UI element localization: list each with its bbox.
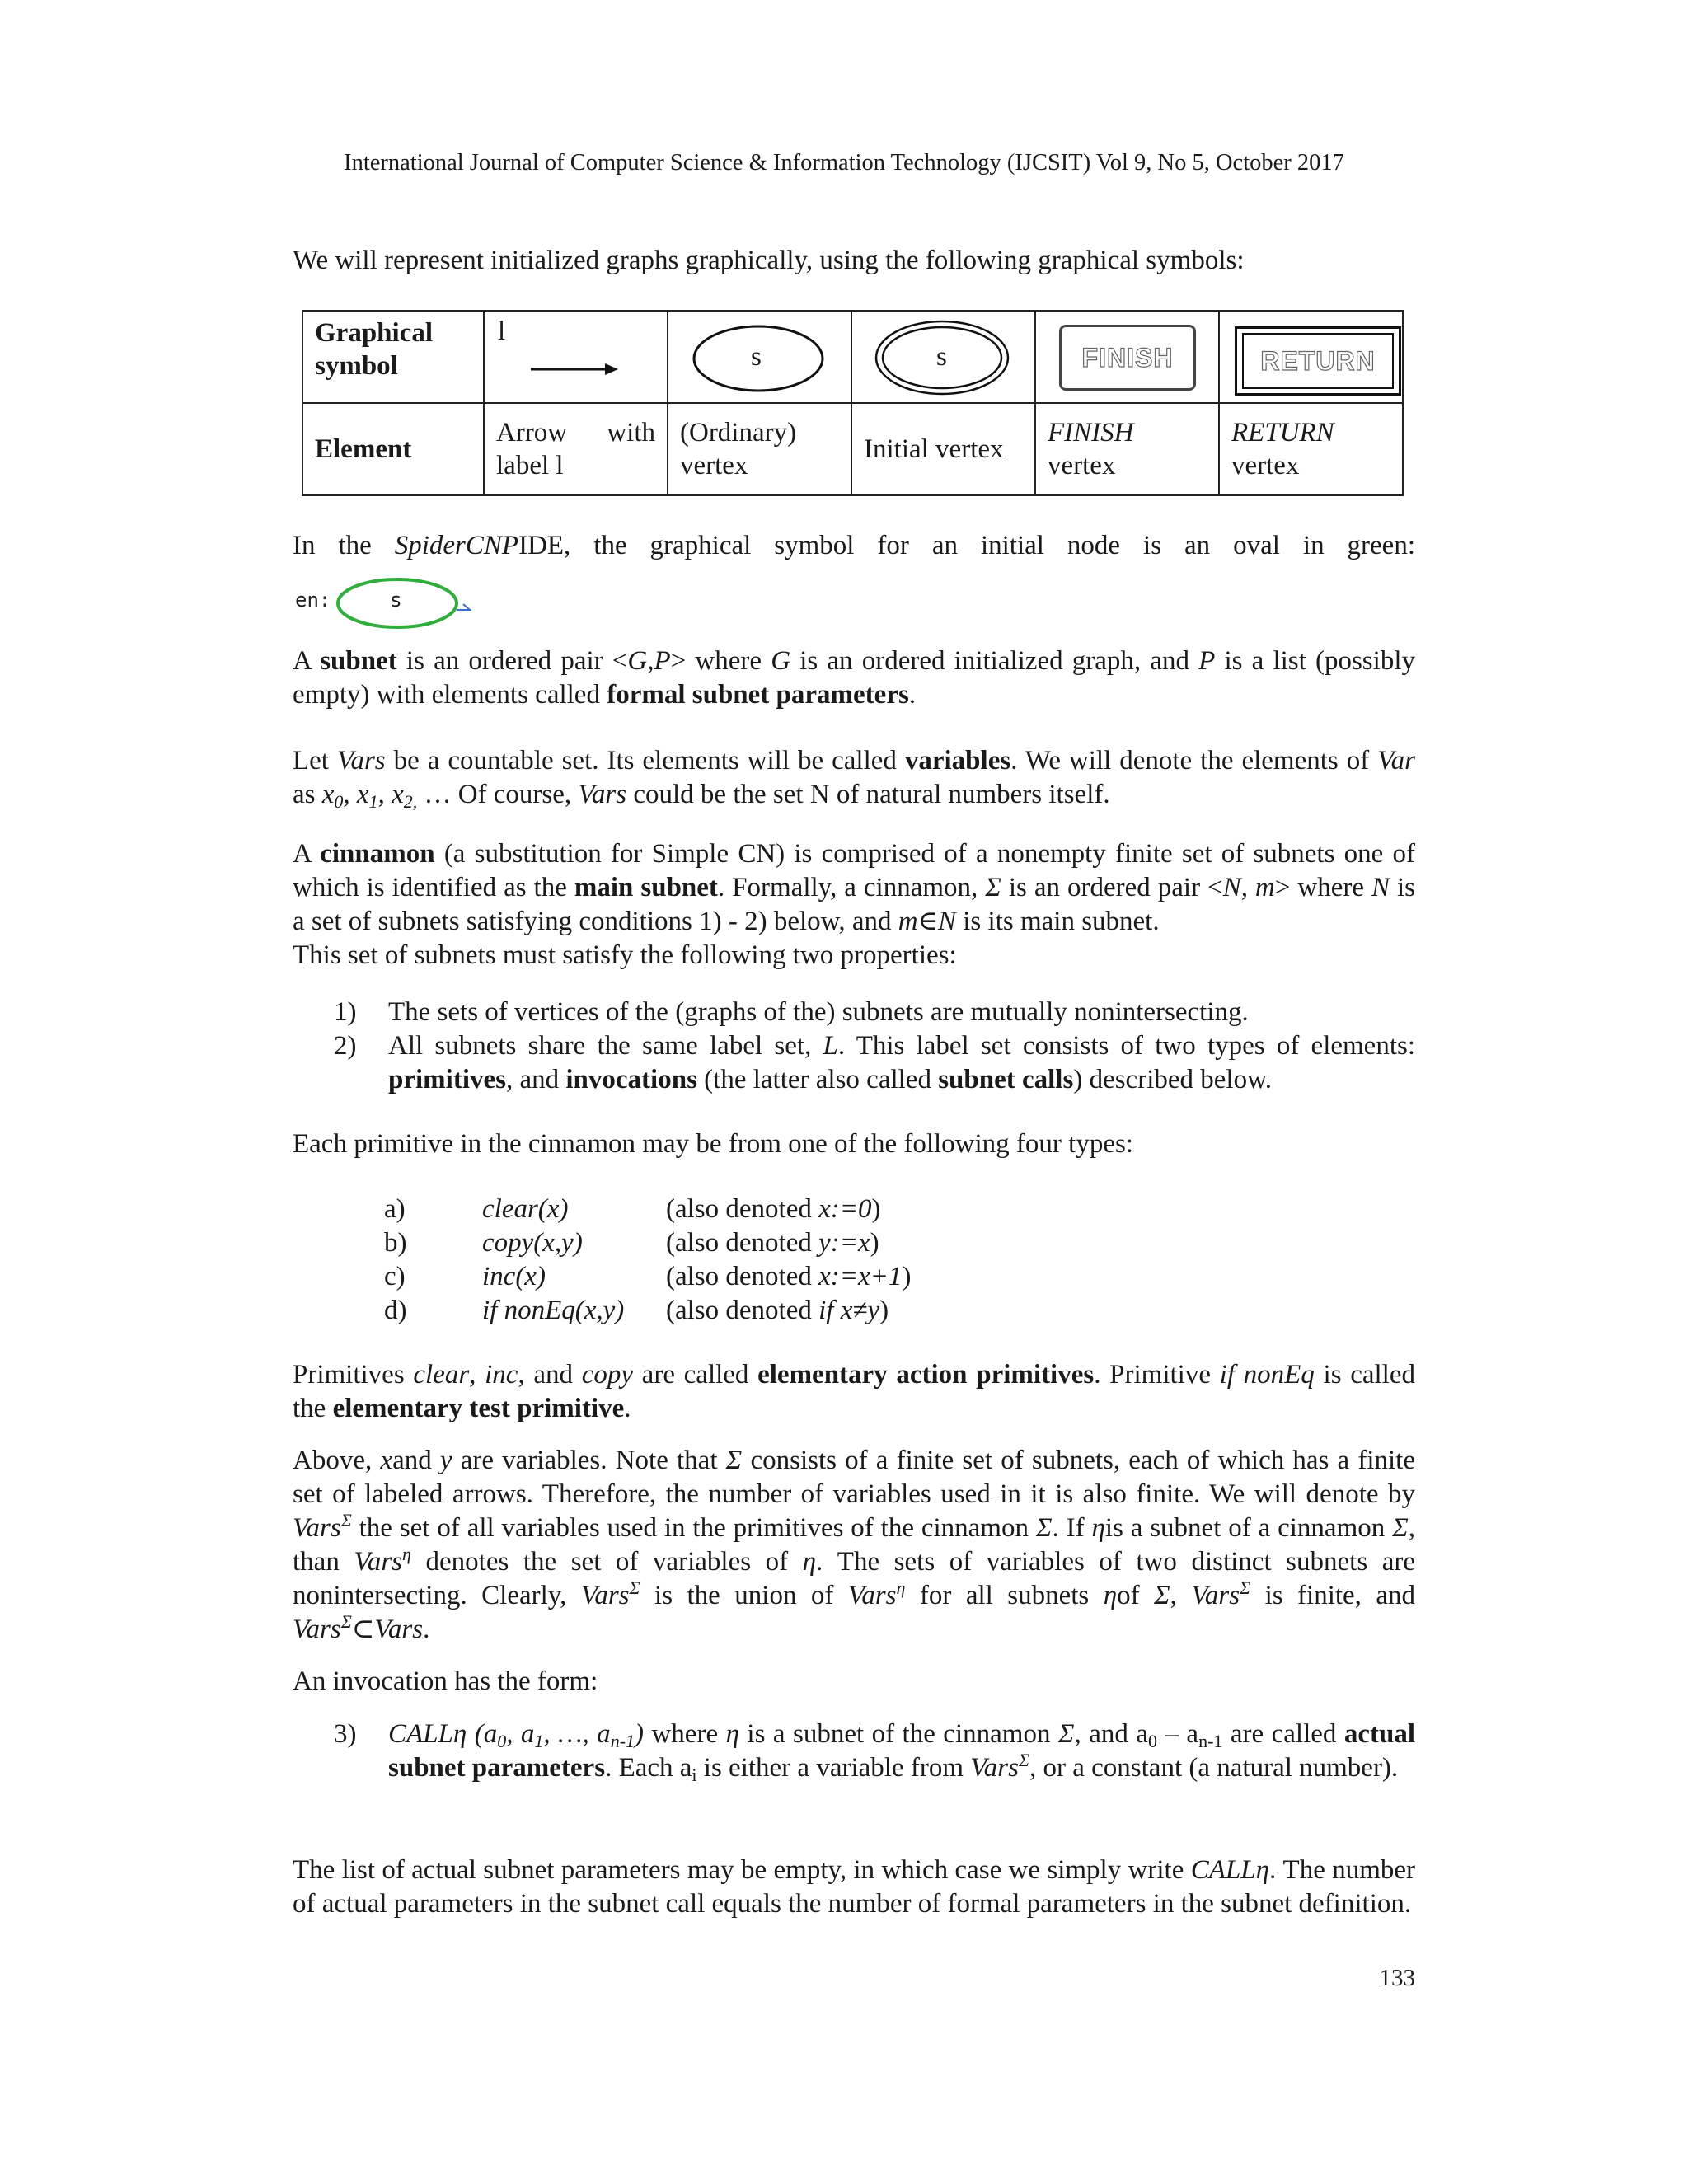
vars-paragraph: Let Vars be a countable set. Its elements will be called variables. We will denote the elements of Var as $x_0$, $x_1$, $x_{2,}$ … Of course, Vars could be the set N of natural numbers itself. <box>293 746 1416 812</box>
element-initial: Initial vertex <box>851 403 1035 495</box>
list-item: b) copy(x,y) (also denoted y:=x) <box>384 1228 879 1258</box>
element-vertex: (Ordinary) vertex <box>668 403 851 495</box>
green-node-letter: s <box>391 588 401 612</box>
subnet-paragraph: A subnet is an ordered pair <G,P> where G is an ordered initialized graph, and P is a list (possibly empty) with elements called formal subnet parameters. <box>293 646 1415 710</box>
arrow-symbol-cell <box>484 311 668 403</box>
arrow-label: l <box>498 316 506 346</box>
list-item: 1) The sets of vertices of the (graphs of the) subnets are mutually nonintersecting. <box>334 997 1249 1027</box>
invocation-intro: An invocation has the form: <box>293 1666 598 1696</box>
above-paragraph: Above, xand y are variables. Note that Σ consists of a finite set of subnets, each of which has a finite set of labeled arrows. Therefore, the number of variables used in it is also finite. We will denote by Vars$^\Sigma$ the set of all variables used in the primitives of the cinnamon Σ. If ηis a subnet of a cinnamon Σ, than Vars$^\eta$ denotes the set of variables of η. The sets of variables of two distinct subnets are nonintersecting. Clearly, Vars$^\Sigma$ is the union of Vars$^\eta$ for all subnets ηof Σ, Vars$^\Sigma$ is finite, and Vars$^\Sigma$⊂Vars. <box>293 1446 1416 1644</box>
row-label-graphical-symbol: Graphical symbol <box>302 311 484 403</box>
vertex-symbol-cell <box>668 311 851 403</box>
primitives-paragraph: Primitives clear, inc, and copy are called elementary action primitives. Primitive if nonEq is called the elementary test primitive. <box>293 1360 1415 1423</box>
primitive-types-intro: Each primitive in the cinnamon may be from one of the following four types: <box>293 1129 1133 1159</box>
green-node-prefix: en: <box>295 588 331 612</box>
list-item: d) if nonEq(x,y) (also denoted if x≠y) <box>384 1296 889 1325</box>
green-initial-node <box>295 577 476 630</box>
properties-list <box>334 996 1415 1097</box>
vertex-letter: s <box>751 342 762 372</box>
element-return: RETURN vertex <box>1219 403 1403 495</box>
page-number: 133 <box>1379 1965 1415 1991</box>
finish-symbol-cell <box>1035 311 1219 403</box>
invocation-list <box>334 1718 1415 1819</box>
return-symbol-cell <box>1219 311 1403 403</box>
intro-paragraph: We will represent initialized graphs graphically, using the following graphical symbols: <box>293 246 1245 275</box>
row-label-element: Element <box>302 403 484 495</box>
list-item: 3) CALLη ($a_0$, $a_1$, …, $a_{n-1}$) where η is a subnet of the cinnamon Σ, and $a_0 - a_{n-1}$ are called actual subnet parameters. Each $a_i$ is either a variable from Vars$^\Sigma$, or a constant (a natural number). <box>334 1719 1416 1785</box>
initial-symbol-cell <box>851 311 1035 403</box>
finish-box-icon: FINISH <box>1059 325 1196 391</box>
list-item: c) inc(x) (also denoted x:=x+1) <box>384 1262 912 1291</box>
arrow-icon <box>529 361 620 377</box>
list-item: a) clear(x) (also denoted x:=0) <box>384 1194 881 1224</box>
element-arrow: Arrow with label l <box>484 403 668 495</box>
return-box-outer <box>1235 326 1401 396</box>
cinnamon-paragraph: A cinnamon (a substitution for Simple CN) is comprised of a nonempty finite set of subnets one of which is identified as the main subnet. Formally, a cinnamon, Σ is an ordered pair <N, m> where N is a set of subnets satisfying conditions 1) - 2) below, and m∈N is its main subnet. <box>293 839 1416 936</box>
green-oval-icon <box>335 577 475 630</box>
journal-header: International Journal of Computer Science & Information Technology (IJCSIT) Vol 9, No 5, October 2017 <box>344 150 1344 176</box>
primitive-list <box>384 1193 1043 1328</box>
actual-params-paragraph: The list of actual subnet parameters may be empty, in which case we simply write CALLη. The number of actual parameters in the subnet call equals the number of formal parameters in the subnet definition. <box>293 1855 1416 1919</box>
return-box-icon: RETURN <box>1242 333 1394 389</box>
properties-intro: This set of subnets must satisfy the following two properties: <box>293 940 957 970</box>
graphical-symbols-table <box>302 310 1404 496</box>
spider-paragraph: In the SpiderCNPIDE, the graphical symbol for an initial node is an oval in green: <box>293 531 1415 560</box>
element-finish: FINISH vertex <box>1035 403 1219 495</box>
list-item: 2) All subnets share the same label set, L. This label set consists of two types of elements: primitives, and invocations (the latter also called subnet calls) described below. <box>334 1031 1416 1094</box>
initial-vertex-letter: s <box>936 342 947 372</box>
